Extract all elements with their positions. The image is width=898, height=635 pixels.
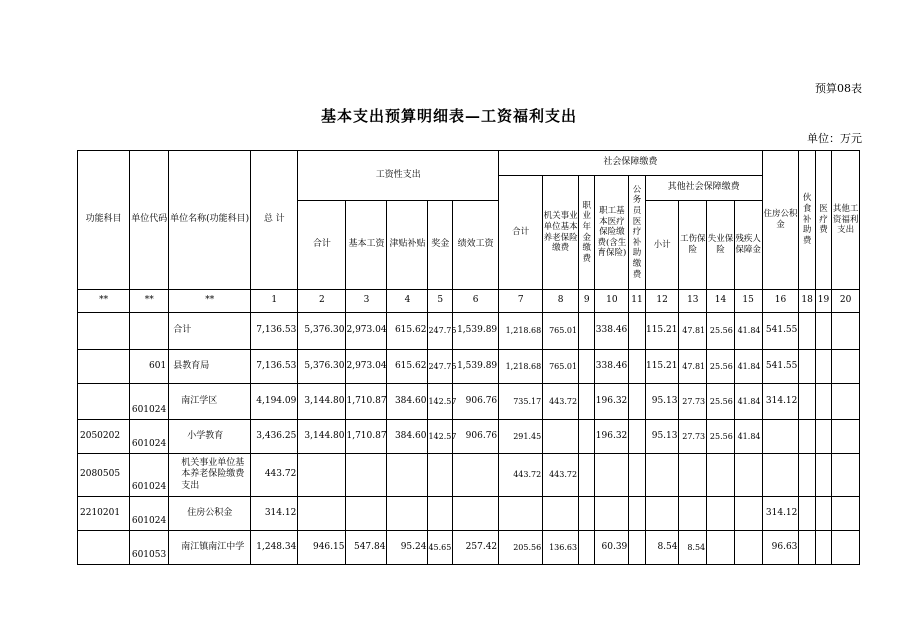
cell-civil bbox=[629, 384, 645, 420]
cell-housing: 96.63 bbox=[762, 531, 799, 565]
cell-allow: 384.60 bbox=[387, 384, 428, 420]
cell-unemp bbox=[707, 531, 735, 565]
index-cell: 8 bbox=[543, 290, 579, 313]
cell-otherw bbox=[832, 454, 860, 497]
cell-soc-total: 443.72 bbox=[499, 454, 543, 497]
cell-func bbox=[78, 384, 130, 420]
cell-code: 601 bbox=[130, 350, 169, 384]
header-wage-subtotal: 合计 bbox=[298, 201, 346, 290]
cell-medical: 196.32 bbox=[595, 384, 629, 420]
index-cell: 14 bbox=[707, 290, 735, 313]
header-social-group: 社会保障缴费 bbox=[499, 151, 762, 176]
cell-other-sub: 115.21 bbox=[645, 350, 679, 384]
cell-bonus bbox=[428, 454, 453, 497]
cell-code: 601024 bbox=[130, 384, 169, 420]
header-meal: 伙食补助费 bbox=[799, 151, 815, 290]
header-housing: 住房公积金 bbox=[762, 151, 799, 290]
cell-pension: 765.01 bbox=[543, 350, 579, 384]
cell-name: 县教育局 bbox=[169, 350, 251, 384]
cell-medical: 60.39 bbox=[595, 531, 629, 565]
header-other-subtotal: 小计 bbox=[645, 201, 679, 290]
index-cell: 18 bbox=[799, 290, 815, 313]
index-cell: 15 bbox=[734, 290, 762, 313]
cell-total: 1,248.34 bbox=[251, 531, 298, 565]
cell-annuity bbox=[579, 384, 595, 420]
cell-perf: 1,539.89 bbox=[453, 313, 499, 350]
cell-injury: 47.81 bbox=[679, 350, 707, 384]
cell-otherw bbox=[832, 384, 860, 420]
cell-wage-total: 3,144.80 bbox=[298, 384, 346, 420]
table-row bbox=[78, 497, 860, 531]
cell-meal bbox=[799, 420, 815, 454]
cell-annuity bbox=[579, 497, 595, 531]
cell-wage-total: 3,144.80 bbox=[298, 420, 346, 454]
cell-func bbox=[78, 350, 130, 384]
cell-name: 小学教育 bbox=[169, 420, 251, 454]
index-cell: 19 bbox=[815, 290, 831, 313]
cell-otherw bbox=[832, 497, 860, 531]
cell-otherw bbox=[832, 531, 860, 565]
header-medical: 职工基本医疗保险缴费(含生育保险) bbox=[595, 176, 629, 290]
cell-soc-total: 291.45 bbox=[499, 420, 543, 454]
cell-name: 南江镇南江中学 bbox=[169, 531, 251, 565]
cell-code: 601053 bbox=[130, 531, 169, 565]
table-row bbox=[78, 384, 860, 420]
cell-basic: 2,973.04 bbox=[346, 313, 387, 350]
cell-housing: 314.12 bbox=[762, 497, 799, 531]
cell-wage-total: 5,376.30 bbox=[298, 350, 346, 384]
header-basic-wage: 基本工资 bbox=[346, 201, 387, 290]
cell-total: 4,194.09 bbox=[251, 384, 298, 420]
cell-annuity bbox=[579, 454, 595, 497]
header-unit-code: 单位代码 bbox=[130, 151, 169, 290]
cell-meal bbox=[799, 531, 815, 565]
cell-civil bbox=[629, 497, 645, 531]
cell-civil bbox=[629, 313, 645, 350]
header-injury: 工伤保险 bbox=[679, 201, 707, 290]
cell-medfee bbox=[815, 384, 831, 420]
cell-basic bbox=[346, 497, 387, 531]
cell-medfee bbox=[815, 531, 831, 565]
index-cell: 4 bbox=[387, 290, 428, 313]
cell-perf: 257.42 bbox=[453, 531, 499, 565]
cell-allow bbox=[387, 497, 428, 531]
index-cell: 11 bbox=[629, 290, 645, 313]
cell-func: 2210201 bbox=[78, 497, 130, 531]
cell-other-sub: 95.13 bbox=[645, 420, 679, 454]
cell-bonus: 247.75 bbox=[428, 313, 453, 350]
cell-pension: 443.72 bbox=[543, 454, 579, 497]
cell-wage-total: 5,376.30 bbox=[298, 313, 346, 350]
cell-unemp: 25.56 bbox=[707, 420, 735, 454]
header-func-subject: 功能科目 bbox=[78, 151, 130, 290]
cell-other-sub: 8.54 bbox=[645, 531, 679, 565]
header-other-group: 其他社会保障缴费 bbox=[645, 176, 762, 201]
cell-otherw bbox=[832, 350, 860, 384]
cell-perf bbox=[453, 454, 499, 497]
cell-pension bbox=[543, 497, 579, 531]
cell-medical: 196.32 bbox=[595, 420, 629, 454]
cell-civil bbox=[629, 420, 645, 454]
cell-housing bbox=[762, 420, 799, 454]
cell-basic: 547.84 bbox=[346, 531, 387, 565]
header-social-total: 合计 bbox=[499, 176, 543, 290]
cell-total: 443.72 bbox=[251, 454, 298, 497]
header-allowance: 津贴补贴 bbox=[387, 201, 428, 290]
cell-unemp: 25.56 bbox=[707, 313, 735, 350]
cell-other-sub bbox=[645, 454, 679, 497]
cell-disab: 41.84 bbox=[734, 420, 762, 454]
cell-medical: 338.46 bbox=[595, 313, 629, 350]
cell-total: 7,136.53 bbox=[251, 350, 298, 384]
cell-injury bbox=[679, 497, 707, 531]
cell-basic bbox=[346, 454, 387, 497]
cell-name: 南江学区 bbox=[169, 384, 251, 420]
index-cell: 12 bbox=[645, 290, 679, 313]
cell-allow bbox=[387, 454, 428, 497]
cell-disab bbox=[734, 531, 762, 565]
cell-other-sub bbox=[645, 497, 679, 531]
index-cell: 1 bbox=[251, 290, 298, 313]
cell-func bbox=[78, 313, 130, 350]
cell-wage-total bbox=[298, 454, 346, 497]
cell-injury bbox=[679, 454, 707, 497]
cell-disab bbox=[734, 497, 762, 531]
cell-unemp: 25.56 bbox=[707, 384, 735, 420]
index-cell: 16 bbox=[762, 290, 799, 313]
table-row-total bbox=[78, 313, 860, 350]
cell-basic: 1,710.87 bbox=[346, 384, 387, 420]
cell-civil bbox=[629, 454, 645, 497]
index-cell: ** bbox=[169, 290, 251, 313]
cell-annuity bbox=[579, 350, 595, 384]
cell-other-sub: 95.13 bbox=[645, 384, 679, 420]
cell-otherw bbox=[832, 420, 860, 454]
cell-perf: 906.76 bbox=[453, 420, 499, 454]
cell-injury: 27.73 bbox=[679, 384, 707, 420]
index-cell: 7 bbox=[499, 290, 543, 313]
cell-medfee bbox=[815, 420, 831, 454]
cell-injury: 8.54 bbox=[679, 531, 707, 565]
index-cell: 6 bbox=[453, 290, 499, 313]
cell-housing: 314.12 bbox=[762, 384, 799, 420]
cell-code: 601024 bbox=[130, 497, 169, 531]
cell-soc-total: 1,218.68 bbox=[499, 313, 543, 350]
index-row bbox=[78, 290, 860, 313]
cell-disab bbox=[734, 454, 762, 497]
cell-perf: 1,539.89 bbox=[453, 350, 499, 384]
index-cell: ** bbox=[78, 290, 130, 313]
cell-bonus: 45.65 bbox=[428, 531, 453, 565]
unit-label: 单位：万元 bbox=[807, 132, 862, 145]
cell-annuity bbox=[579, 531, 595, 565]
index-cell: 20 bbox=[832, 290, 860, 313]
index-cell: ** bbox=[130, 290, 169, 313]
header-other-welfare: 其他工资福利支出 bbox=[832, 151, 860, 290]
cell-housing: 541.55 bbox=[762, 350, 799, 384]
header-annuity: 职业年金缴费 bbox=[579, 176, 595, 290]
table-row bbox=[78, 350, 860, 384]
cell-disab: 41.84 bbox=[734, 384, 762, 420]
cell-medfee bbox=[815, 497, 831, 531]
cell-meal bbox=[799, 313, 815, 350]
page-title: 基本支出预算明细表—工资福利支出 bbox=[320, 107, 577, 125]
cell-housing: 541.55 bbox=[762, 313, 799, 350]
cell-unemp bbox=[707, 454, 735, 497]
cell-medical bbox=[595, 497, 629, 531]
cell-name: 机关事业单位基本养老保险缴费支出 bbox=[169, 454, 251, 497]
cell-name: 住房公积金 bbox=[169, 497, 251, 531]
header-performance: 绩效工资 bbox=[453, 201, 499, 290]
cell-allow: 615.62 bbox=[387, 350, 428, 384]
cell-housing bbox=[762, 454, 799, 497]
header-unemployment: 失业保险 bbox=[707, 201, 735, 290]
table-row bbox=[78, 531, 860, 565]
header-total: 总 计 bbox=[251, 151, 298, 290]
header-bonus: 奖金 bbox=[428, 201, 453, 290]
cell-medfee bbox=[815, 350, 831, 384]
cell-name: 合计 bbox=[169, 313, 251, 350]
index-cell: 3 bbox=[346, 290, 387, 313]
cell-injury: 47.81 bbox=[679, 313, 707, 350]
cell-soc-total: 1,218.68 bbox=[499, 350, 543, 384]
form-number: 预算08表 bbox=[815, 82, 862, 95]
index-cell: 13 bbox=[679, 290, 707, 313]
cell-disab: 41.84 bbox=[734, 350, 762, 384]
cell-meal bbox=[799, 497, 815, 531]
cell-annuity bbox=[579, 313, 595, 350]
cell-wage-total: 946.15 bbox=[298, 531, 346, 565]
header-pension: 机关事业单位基本养老保险缴费 bbox=[543, 176, 579, 290]
cell-total: 314.12 bbox=[251, 497, 298, 531]
cell-meal bbox=[799, 454, 815, 497]
header-wage-group: 工资性支出 bbox=[298, 151, 499, 201]
cell-unemp bbox=[707, 497, 735, 531]
cell-medfee bbox=[815, 313, 831, 350]
cell-medical: 338.46 bbox=[595, 350, 629, 384]
cell-civil bbox=[629, 350, 645, 384]
cell-soc-total bbox=[499, 497, 543, 531]
header-civil-medical: 公务员医疗补助缴费 bbox=[629, 176, 645, 290]
cell-disab: 41.84 bbox=[734, 313, 762, 350]
cell-meal bbox=[799, 384, 815, 420]
cell-func: 2080505 bbox=[78, 454, 130, 497]
cell-soc-total: 205.56 bbox=[499, 531, 543, 565]
cell-basic: 1,710.87 bbox=[346, 420, 387, 454]
cell-perf: 906.76 bbox=[453, 384, 499, 420]
index-cell: 2 bbox=[298, 290, 346, 313]
cell-pension: 136.63 bbox=[543, 531, 579, 565]
header-disability: 残疾人保障金 bbox=[734, 201, 762, 290]
cell-bonus: 247.75 bbox=[428, 350, 453, 384]
cell-code bbox=[130, 313, 169, 350]
cell-meal bbox=[799, 350, 815, 384]
table-row bbox=[78, 454, 860, 497]
table-row bbox=[78, 420, 860, 454]
cell-allow: 95.24 bbox=[387, 531, 428, 565]
budget-table bbox=[77, 150, 860, 565]
cell-pension: 443.72 bbox=[543, 384, 579, 420]
cell-medfee bbox=[815, 454, 831, 497]
header-medical-fee: 医疗费 bbox=[815, 151, 831, 290]
cell-total: 7,136.53 bbox=[251, 313, 298, 350]
cell-unemp: 25.56 bbox=[707, 350, 735, 384]
index-cell: 9 bbox=[579, 290, 595, 313]
cell-annuity bbox=[579, 420, 595, 454]
cell-bonus: 142.57 bbox=[428, 420, 453, 454]
cell-basic: 2,973.04 bbox=[346, 350, 387, 384]
cell-perf bbox=[453, 497, 499, 531]
cell-otherw bbox=[832, 313, 860, 350]
cell-bonus bbox=[428, 497, 453, 531]
cell-allow: 384.60 bbox=[387, 420, 428, 454]
cell-allow: 615.62 bbox=[387, 313, 428, 350]
cell-pension bbox=[543, 420, 579, 454]
header-unit-name: 单位名称(功能科目) bbox=[169, 151, 251, 290]
cell-soc-total: 735.17 bbox=[499, 384, 543, 420]
cell-civil bbox=[629, 531, 645, 565]
cell-func: 2050202 bbox=[78, 420, 130, 454]
cell-code: 601024 bbox=[130, 420, 169, 454]
cell-bonus: 142.57 bbox=[428, 384, 453, 420]
index-cell: 5 bbox=[428, 290, 453, 313]
index-cell: 10 bbox=[595, 290, 629, 313]
cell-other-sub: 115.21 bbox=[645, 313, 679, 350]
cell-code: 601024 bbox=[130, 454, 169, 497]
cell-func bbox=[78, 531, 130, 565]
cell-injury: 27.73 bbox=[679, 420, 707, 454]
cell-total: 3,436.25 bbox=[251, 420, 298, 454]
cell-pension: 765.01 bbox=[543, 313, 579, 350]
cell-medical bbox=[595, 454, 629, 497]
cell-wage-total bbox=[298, 497, 346, 531]
